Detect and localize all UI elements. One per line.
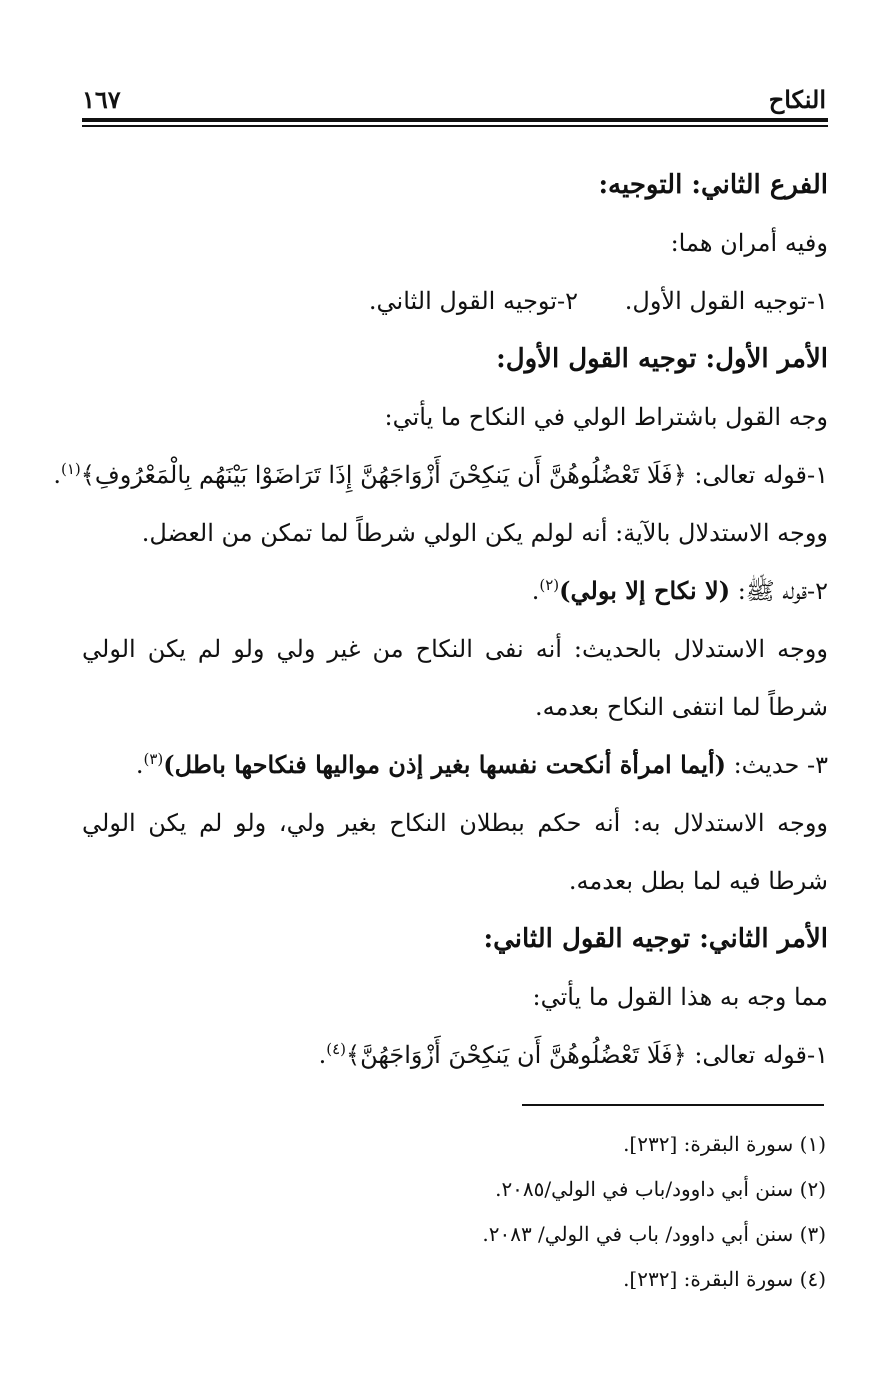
- item-one: ١-توجيه القول الأول.: [624, 287, 828, 315]
- second-heading: الأمر الثاني: توجيه القول الثاني:: [483, 924, 828, 954]
- footnotes: [300, 1122, 826, 1302]
- main-text: [53, 156, 828, 1084]
- item-two: ٢-توجيه القول الثاني.: [368, 287, 578, 315]
- footnote-ref-4: (٤): [326, 1040, 347, 1058]
- hadith-one-prefix: ٢-قوله ﷺ:: [730, 577, 828, 605]
- hadith-one-reasoning: ووجه الاستدلال بالحديث: أنه نفى النكاح من غير ولي ولو لم يكن الولي شرطاً لما انتفى النكاح بعدمه.: [82, 635, 828, 721]
- first-intro: وجه القول باشتراط الولي في النكاح ما يأتي:: [384, 403, 828, 431]
- items-line: [82, 272, 828, 330]
- first-heading: الأمر الأول: توجيه القول الأول:: [496, 344, 828, 374]
- second-ayah-line: [82, 1026, 828, 1084]
- footnote-2: (٢) سنن أبي داوود/باب في الولي/٢٠٨٥.: [495, 1177, 826, 1201]
- hadith-two: (أيما امرأة أنكحت نفسها بغير إذن مواليها فنكاحها باطل): [163, 750, 726, 779]
- chapter-title: النكاح: [768, 85, 826, 114]
- intro-line: وفيه أمران هما:: [670, 229, 828, 257]
- first-ayah-prefix: ١-قوله تعالى:: [686, 461, 828, 489]
- hadith-two-reasoning: ووجه الاستدلال به: أنه حكم ببطلان النكاح بغير ولي، ولو لم يكن الولي شرطا فيه لما بطل بعدمه.: [82, 809, 828, 895]
- footnote-ref-2: (٢): [539, 576, 560, 594]
- footnote-separator: [522, 1104, 824, 1106]
- page-number: ١٦٧: [82, 85, 121, 114]
- first-ayah: ﴿فَلَا تَعْضُلُوهُنَّ أَن يَنكِحْنَ أَزْوَاجَهُنَّ إِذَا تَرَاضَوْا بَيْنَهُم بِالْمَعْرُوفِ﴾: [80, 461, 687, 489]
- footnote-1: (١) سورة البقرة: [٢٣٢].: [623, 1132, 826, 1156]
- branch-heading: الفرع الثاني: التوجيه:: [598, 170, 828, 200]
- footnote-4: (٤) سورة البقرة: [٢٣٢].: [623, 1267, 826, 1291]
- second-ayah-prefix: ١-قوله تعالى:: [686, 1041, 828, 1069]
- hadith-two-prefix: ٣- حديث:: [725, 751, 828, 779]
- footnote-3: (٣) سنن أبي داوود/ باب في الولي/ ٢٠٨٣.: [482, 1222, 826, 1246]
- hadith-two-tail: .: [135, 751, 144, 779]
- hadith-one-line: [82, 562, 828, 620]
- first-ayah-line: [53, 446, 828, 504]
- hadith-one-tail: .: [531, 577, 540, 605]
- second-ayah: ﴿فَلَا تَعْضُلُوهُنَّ أَن يَنكِحْنَ أَزْوَاجَهُنَّ﴾: [346, 1041, 687, 1069]
- page-header: [82, 84, 826, 114]
- footnote-ref-1: (١): [61, 460, 81, 478]
- header-thin-rule: [82, 125, 828, 127]
- second-ayah-tail: .: [318, 1041, 327, 1069]
- footnote-ref-3: (٣): [143, 750, 164, 768]
- header-thick-rule: [82, 118, 828, 122]
- first-ayah-tail: .: [53, 461, 61, 489]
- hadith-two-line: [82, 736, 828, 794]
- second-intro: مما وجه به هذا القول ما يأتي:: [532, 983, 828, 1011]
- hadith-one: (لا نكاح إلا بولي): [559, 576, 731, 605]
- first-ayah-reasoning: ووجه الاستدلال بالآية: أنه لولم يكن الولي شرطاً لما تمكن من العضل.: [141, 519, 828, 547]
